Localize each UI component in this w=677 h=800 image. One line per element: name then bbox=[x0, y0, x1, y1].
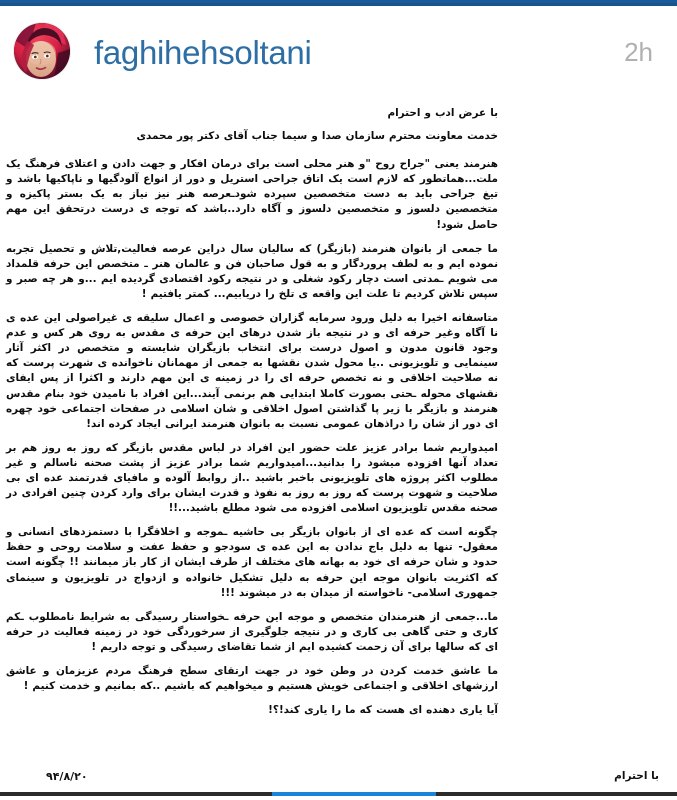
letter-document bbox=[0, 100, 677, 786]
progress-fill bbox=[272, 792, 436, 796]
avatar[interactable] bbox=[14, 23, 70, 79]
letter-footer bbox=[0, 770, 677, 788]
letter-paragraph: ما عاشق خدمت کردن در وطن خود در جهت ارتقای سطح فرهنگ مردم عزیزمان و عاشق ارزشهای اخلاقی و اجتماعی خویش هستیم و میخواهیم که باشیم ..که بمانیم و خدمت کنیم ! bbox=[6, 665, 498, 693]
top-status-bar-accent bbox=[0, 0, 677, 3]
letter-paragraph: امیدواریم شما برادر عزیز علت حضور این افراد در لباس مقدس بازیگر که روز به روز هم بر تعداد آنها افزوده میشود را بدانید...امیدواریم شما برادر عزیز از پشت صحنه ناسالم و غیر مطلوب اکثر پروژه های تلویزیونی باخبر باشید ..از روابط آلوده و مافیای قدرتمند عده ای بی صلاحیت و شهوت پرست که روز به روز به نفوذ و قدرت ایشان برای وارد کردن چنین افرادی در صحنه مقدس تلویزیون اسلامی افزوده می شود مطلع باشید...!! bbox=[6, 441, 498, 515]
post-header bbox=[0, 8, 677, 94]
avatar-image bbox=[14, 23, 70, 79]
letter-paragraph: هنرمند یعنی "جراح روح "و هنر محلی است برای درمان افکار و جهت دادن و اعتلای فرهنگ یک ملت...هماتطور که لازم است یک اتاق جراحی استریل و دور از انواع آلودگیها و ناپاکیها باشد و تیغ جراحی باید به دست متخصصین سپرده شودـعرصه هنر نیز نیاز به یک بستر پاکیزه و متخصصین دلسوز و متخصصین دلسوز و آگاه دارد..باشد که توجه ی درست درتحقق این مهم حاصل شود! bbox=[6, 158, 498, 231]
top-status-bar bbox=[0, 0, 677, 6]
letter-paragraph: ما جمعی از بانوان هنرمند (بازیگر) که سالیان سال دراین عرصه فعالیت,تلاش و تحصیل تجربه نموده ایم و به لطف پروردگار و به قول صاحبان فن و عالمان هنر ـ متخصص این حرفه قلمداد می شویم ـمدتی است دچار رکود شغلی و در نتیجه رکود اقتصادی گردیده ایم ...و هر چه صبر و سپس تلاش کردیم تا علت این واقعه ی تلخ را دریابیم... کمتر یافتیم ! bbox=[6, 242, 498, 300]
letter-salutation-line-2: خدمت معاونت محترم سازمان صدا و سیما جناب آقای دکتر پور محمدی bbox=[136, 130, 498, 143]
letter-date: ۹۴/۸/۲۰ bbox=[46, 770, 88, 783]
letter-paragraph: چگونه است که عده ای از بانوان بازیگر بی حاشیه ـموجه و اخلاقگرا با دستمزدهای انسانی و معقول- تنها به دلیل باج ندادن به این عده ی سودجو و حفظ عفت و سلامت روحی و حفظ حدود و شان حرفه ای خود به بهانه های مختلف از طرف ایشان از کار باز میمانند !! چگونه است که اکثریت بانوان موجه این حرفه به دلیل تشکیل خانواده و ازدواج در تلویزیون و سینمای جمهوری اسلامی- ناخواسته از میدان به در میشوند !!! bbox=[6, 526, 498, 599]
letter-paragraph: متاسفانه اخیرا به دلیل ورود سرمایه گزاران خصوصی و اعمال سلیقه ی غیراصولی این عده ی نا آگاه وغیر حرفه ای و در نتیجه باز شدن درهای این حرفه ی مقدس به روی هر کس و عدم وجود قانون مدون و اصول درست برای انتخاب بازیگران شایسته و متخصص در اکثر آثار سینمایی و تلویزیونی ..یا محول شدن نقشها به جمعی از مهمانان ناخوانده ی شهرت پرست که نه صلاحیت اخلاقی و نه تخصص حرفه ای را در زمینه ی این مهم دارند و اکثرا از پس ایفای نقشهای محوله ـحتی بصورت کاملا ابتدایی هم برنمی آیند...این افراد با نامیدن خود بنام مقدس هنرمند و بازیگر با زیر پا گذاشتن اصول اخلاقی و شان اسلامی در صفحات اجتماعی خود چهره ای دور از شان را دراذهان عمومی نسبت به بانوان هنرمند ایرانی ایجاد کرده اند! bbox=[6, 312, 498, 430]
post-username[interactable]: faghihehsoltani bbox=[94, 33, 312, 71]
letter-body bbox=[6, 106, 498, 718]
letter-sign-off: با احترام bbox=[614, 770, 659, 782]
post-timestamp: 2h bbox=[624, 37, 653, 67]
letter-paragraph: ما...جمعی از هنرمندان متخصص و موجه این حرفه ـخواستار رسیدگی به شرایط نامطلوب ـکم کاری و حتی گاهی بی کاری و در نتیجه جلوگیری از سرخوردگی خود در زمینه فعالیت در حرفه ای که سالها برای آن زحمت کشیده ایم از شما تقاضای رسیدگی و توجه داریم ! bbox=[6, 610, 498, 653]
letter-salutation-line-1: با عرض ادب و احترام bbox=[387, 107, 498, 119]
letter-closing-question: آیا یاری دهنده ای هست که ما را یاری کند!؟! bbox=[268, 704, 498, 717]
bottom-progress-bar[interactable] bbox=[0, 791, 677, 800]
